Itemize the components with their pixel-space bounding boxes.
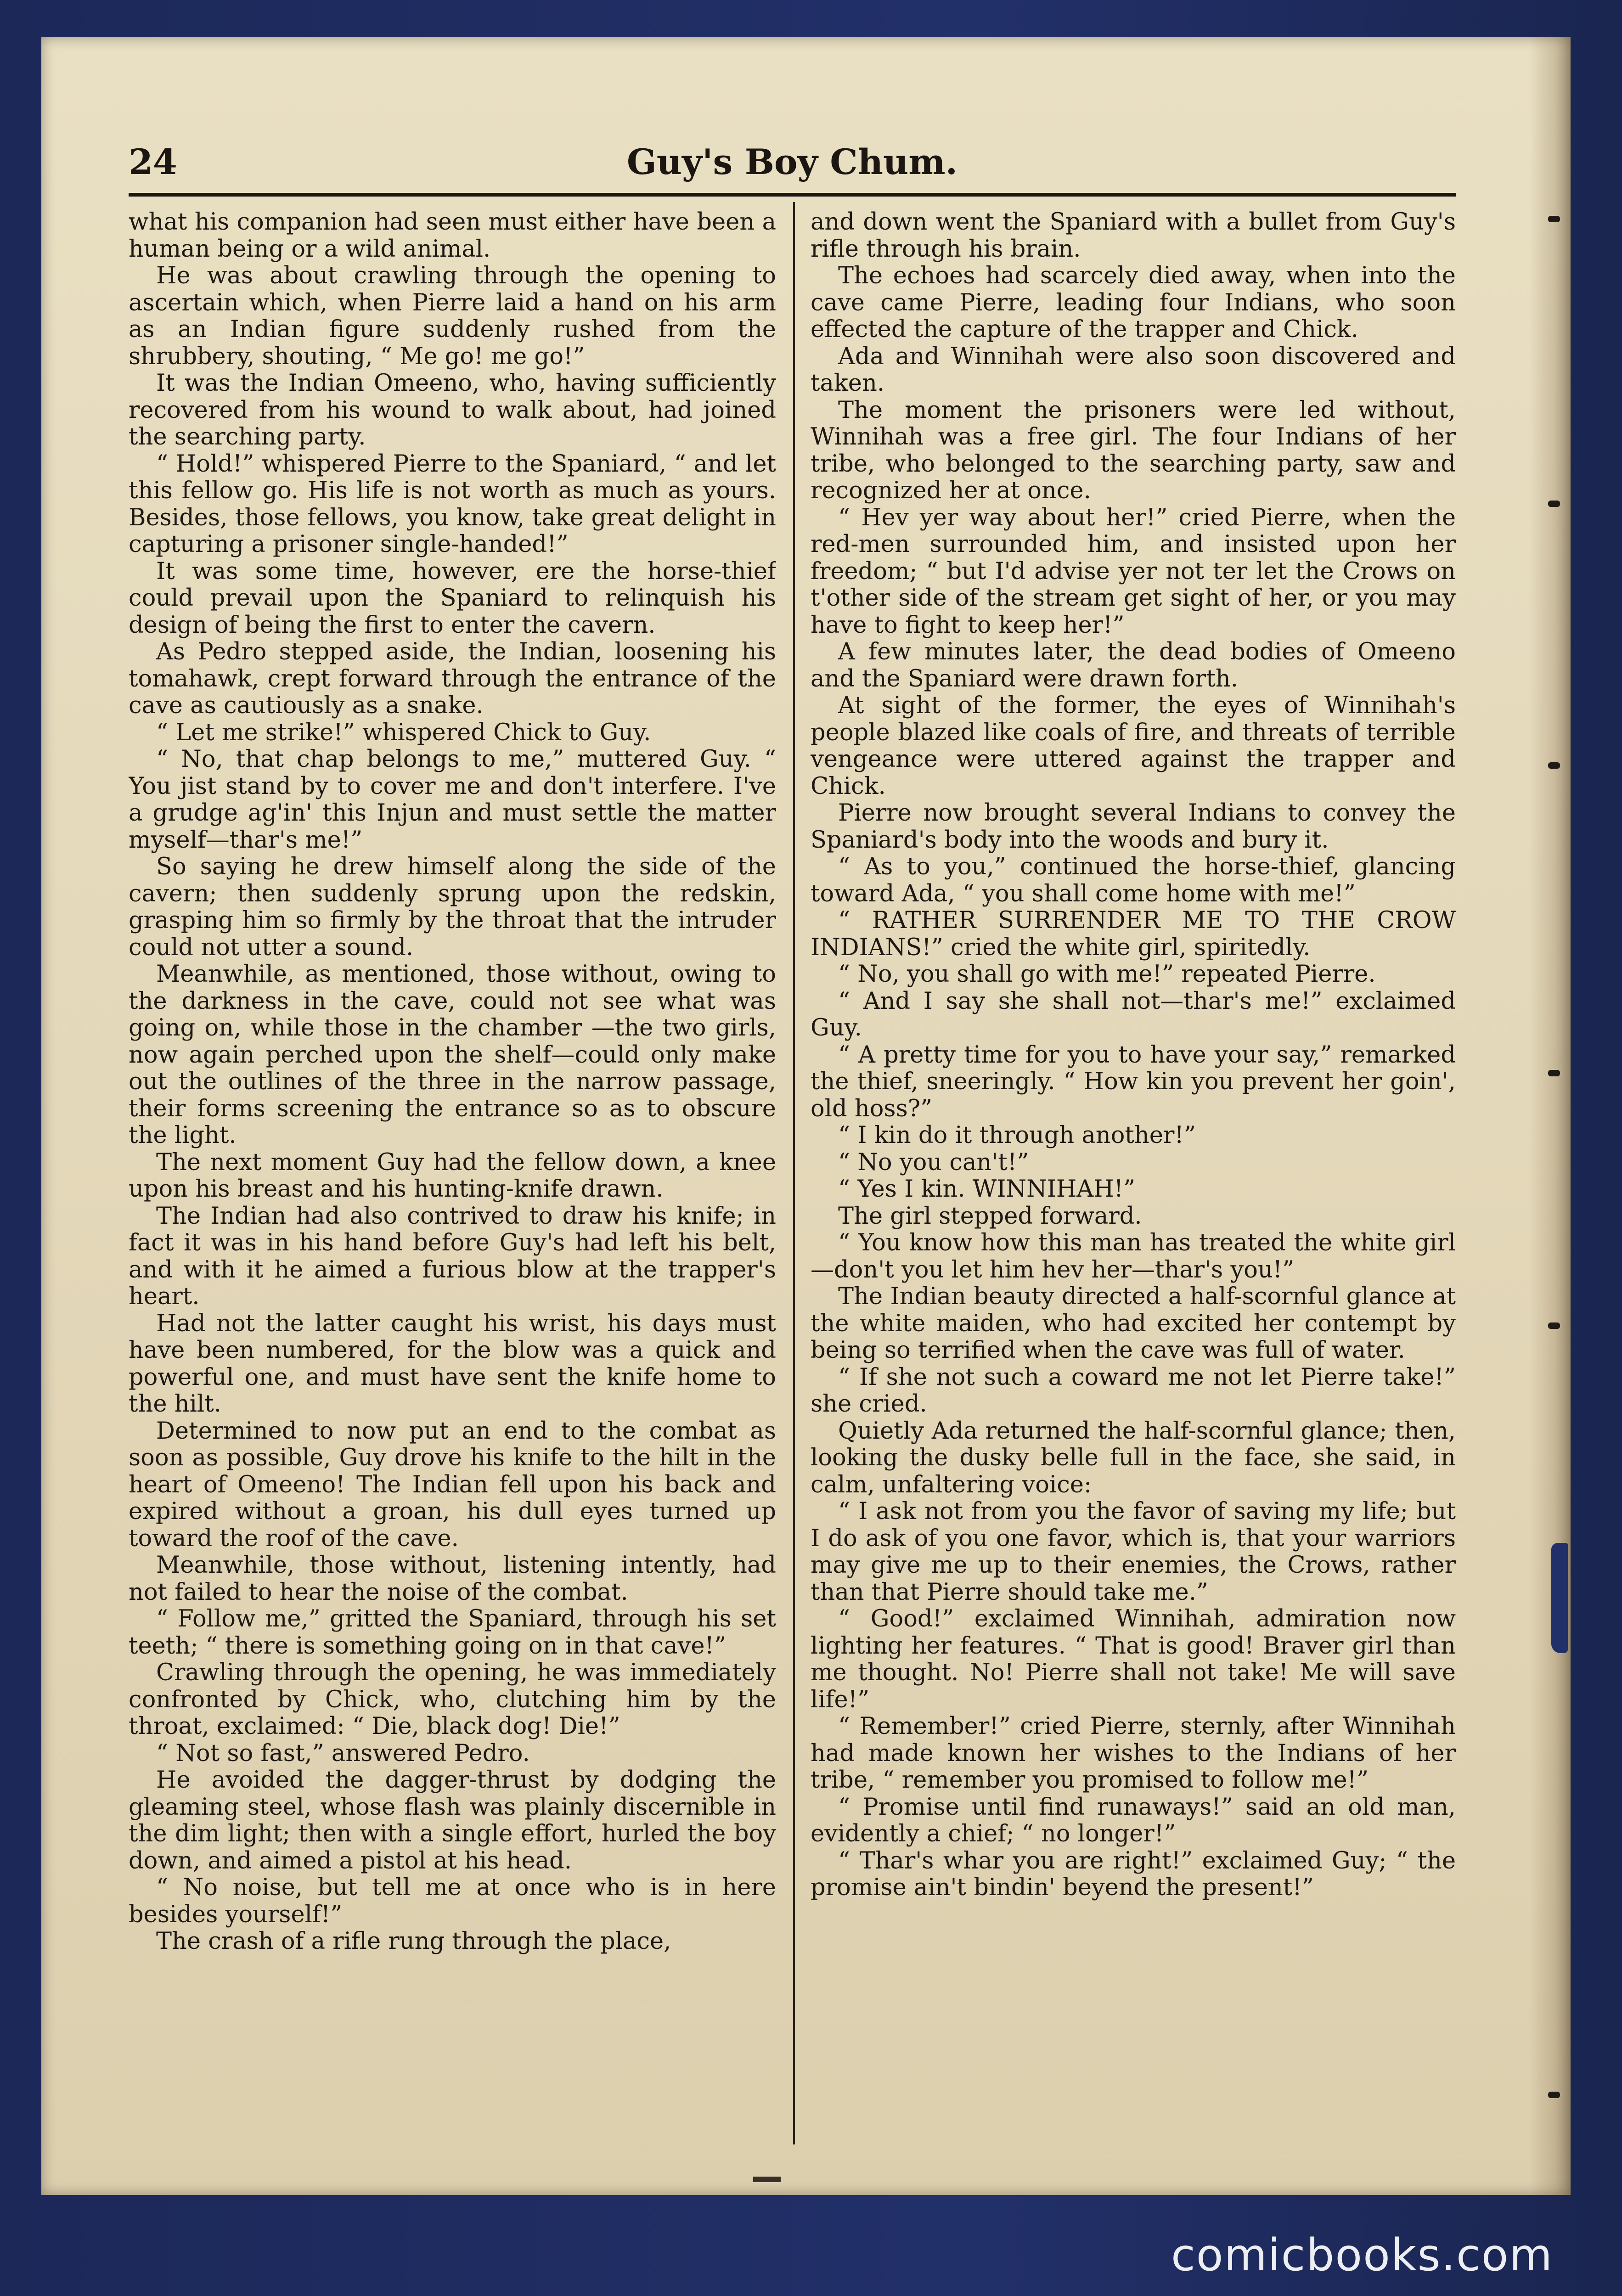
paragraph: Meanwhile, those without, listening intently, had not failed to hear the noise of the combat. xyxy=(129,1552,776,1606)
paragraph: Quietly Ada returned the half-scornful glance; then, looking the dusky belle full in the face, she said, in calm, unfaltering voice: xyxy=(811,1417,1456,1498)
paragraph: “ No noise, but tell me at once who is in here besides yourself!” xyxy=(129,1874,776,1928)
paragraph: “ As to you,” continued the horse-thief, glancing toward Ada, “ you shall come home with me!” xyxy=(811,853,1456,907)
right-column xyxy=(811,209,1456,2147)
paragraph: As Pedro stepped aside, the Indian, loosening his tomahawk, crept forward through the entrance of the cave as cautiously as a snake. xyxy=(129,638,776,719)
paragraph: The moment the prisoners were led without, Winnihah was a free girl. The four Indians of her tribe, who belonged to the searching party, saw and recognized her at once. xyxy=(811,396,1456,504)
paragraph: “ Hev yer way about her!” cried Pierre, when the red-men surrounded him, and insisted upon her freedom; “ but I'd advise yer not ter let the Crows on t'other side of the stream get sight of her, or you may have to fight to keep her!” xyxy=(811,504,1456,639)
page-tear xyxy=(1551,1543,1568,1653)
header-rule xyxy=(129,193,1456,197)
paragraph: The Indian beauty directed a half-scornful glance at the white maiden, who had excited her contempt by being so terrified when the cave was full of water. xyxy=(811,1283,1456,1364)
binding-stitch-mark xyxy=(1548,2092,1560,2098)
watermark: comicbooks.com xyxy=(1171,2229,1553,2281)
printer-mark xyxy=(753,2177,781,2182)
paragraph: “ I ask not from you the favor of saving my life; but I do ask of you one favor, which is, that your warriors may give me up to their enemies, the Crows, rather than that Pierre should take me.” xyxy=(811,1498,1456,1606)
paragraph: Crawling through the opening, he was immediately confronted by Chick, who, clutching him by the throat, exclaimed: “ Die, black dog! Die!” xyxy=(129,1659,776,1740)
paragraph: “ Promise until find runaways!” said an old man, evidently a chief; “ no longer!” xyxy=(811,1793,1456,1847)
running-header xyxy=(129,133,1456,193)
paragraph: The Indian had also contrived to draw his knife; in fact it was in his hand before Guy's had left his belt, and with it he aimed a furious blow at the trapper's heart. xyxy=(129,1202,776,1310)
running-title: Guy's Boy Chum. xyxy=(626,141,958,182)
paragraph: The echoes had scarcely died away, when into the cave came Pierre, leading four Indians, who soon effected the capture of the trapper and Chick. xyxy=(811,262,1456,343)
paragraph: “ Follow me,” gritted the Spaniard, through his set teeth; “ there is something going on in that cave!” xyxy=(129,1605,776,1660)
paragraph: Meanwhile, as mentioned, those without, owing to the darkness in the cave, could not see what was going on, while those in the chamber —the two girls, now again perched upon the shelf—could only make out the outlines of the three in the narrow passage, their forms screening the entrance so as to obscure the light. xyxy=(129,961,776,1149)
paragraph: “ RATHER SURRENDER ME TO THE CROW INDIANS!” cried the white girl, spiritedly. xyxy=(811,907,1456,961)
paragraph: “ Hold!” whispered Pierre to the Spaniard, “ and let this fellow go. His life is not worth as much as yours. Besides, those fellows, you know, take great delight in capturing a prisoner single-handed!” xyxy=(129,450,776,558)
binding-stitch-mark xyxy=(1548,501,1560,507)
paragraph: “ Remember!” cried Pierre, sternly, after Winnihah had made known her wishes to the Indians of her tribe, “ remember you promised to follow me!” xyxy=(811,1713,1456,1794)
paragraph: “ Thar's whar you are right!” exclaimed Guy; “ the promise ain't bindin' beyend the present!” xyxy=(811,1847,1456,1901)
paragraph: “ No you can't!” xyxy=(838,1148,1029,1176)
paragraph: “ Yes I kin. WINNIHAH!” xyxy=(838,1176,1136,1203)
paragraph: A few minutes later, the dead bodies of Omeeno and the Spaniard were drawn forth. xyxy=(811,638,1456,692)
paragraph: “ Not so fast,” answered Pedro. xyxy=(156,1739,530,1767)
column-divider xyxy=(793,202,795,2144)
paragraph: The crash of a rifle rung through the place, xyxy=(156,1928,671,1955)
paragraph: “ And I say she shall not—thar's me!” exclaimed Guy. xyxy=(811,987,1456,1041)
paragraph: At sight of the former, the eyes of Winnihah's people blazed like coals of fire, and threats of terrible vengeance were uttered against the trapper and Chick. xyxy=(811,692,1456,800)
paragraph: “ Good!” exclaimed Winnihah, admiration now lighting her features. “ That is good! Braver girl than me thought. No! Pierre shall not take! Me will save life!” xyxy=(811,1605,1456,1713)
paragraph: “ A pretty time for you to have your say,” remarked the thief, sneeringly. “ How kin you prevent her goin', old hoss?” xyxy=(811,1041,1456,1122)
paragraph: “ You know how this man has treated the white girl—don't you let him hev her—thar's you!” xyxy=(811,1229,1456,1283)
binding-stitch-mark xyxy=(1548,762,1560,769)
paragraph: “ If she not such a coward me not let Pierre take!” she cried. xyxy=(811,1363,1456,1418)
binding-stitch-mark xyxy=(1548,1322,1560,1329)
paragraph: Determined to now put an end to the combat as soon as possible, Guy drove his knife to the hilt in the heart of Omeeno! The Indian fell upon his back and expired without a groan, his dull eyes turned up toward the roof of the cave. xyxy=(129,1417,776,1552)
paragraph: The next moment Guy had the fellow down, a knee upon his breast and his hunting-knife drawn. xyxy=(129,1148,776,1203)
paragraph: Had not the latter caught his wrist, his days must have been numbered, for the blow was a quick and powerful one, and must have sent the knife home to the hilt. xyxy=(129,1310,776,1418)
binding-stitch-mark xyxy=(1548,1070,1560,1076)
paragraph: It was some time, however, ere the horse-thief could prevail upon the Spaniard to relinquish his design of being the first to enter the cavern. xyxy=(129,557,776,639)
paragraph: So saying he drew himself along the side of the cavern; then suddenly sprung upon the redskin, grasping him so firmly by the throat that the intruder could not utter a sound. xyxy=(129,853,776,961)
paragraph: and down went the Spaniard with a bullet from Guy's rifle through his brain. xyxy=(811,209,1456,263)
paragraph: “ Let me strike!” whispered Chick to Guy. xyxy=(156,719,651,746)
paragraph: what his companion had seen must either have been a human being or a wild animal. xyxy=(129,209,776,263)
paragraph: He was about crawling through the opening to ascertain which, when Pierre laid a hand on his arm as an Indian figure suddenly rushed from the shrubbery, shouting, “ Me go! me go!” xyxy=(129,262,776,370)
binding-stitch-mark xyxy=(1548,216,1560,222)
paragraph: “ No, that chap belongs to me,” muttered Guy. “ You jist stand by to cover me and don't interfere. I've a grudge ag'in' this Injun and must settle the matter myself—thar's me!” xyxy=(129,746,776,854)
paragraph: “ No, you shall go with me!” repeated Pierre. xyxy=(838,961,1376,988)
page-edge-shadow xyxy=(1529,37,1571,2195)
page-number: 24 xyxy=(129,141,177,182)
paragraph: He avoided the dagger-thrust by dodging the gleaming steel, whose flash was plainly discernible in the dim light; then with a single effort, hurled the boy down, and aimed a pistol at his head. xyxy=(129,1767,776,1874)
paragraph: The girl stepped forward. xyxy=(838,1202,1142,1230)
paragraph: It was the Indian Omeeno, who, having sufficiently recovered from his wound to walk about, had joined the searching party. xyxy=(129,370,776,450)
left-column xyxy=(129,209,776,2147)
paragraph: Pierre now brought several Indians to convey the Spaniard's body into the woods and bury it. xyxy=(811,799,1456,854)
paragraph: Ada and Winnihah were also soon discovered and taken. xyxy=(811,343,1456,397)
paragraph: “ I kin do it through another!” xyxy=(838,1122,1196,1149)
